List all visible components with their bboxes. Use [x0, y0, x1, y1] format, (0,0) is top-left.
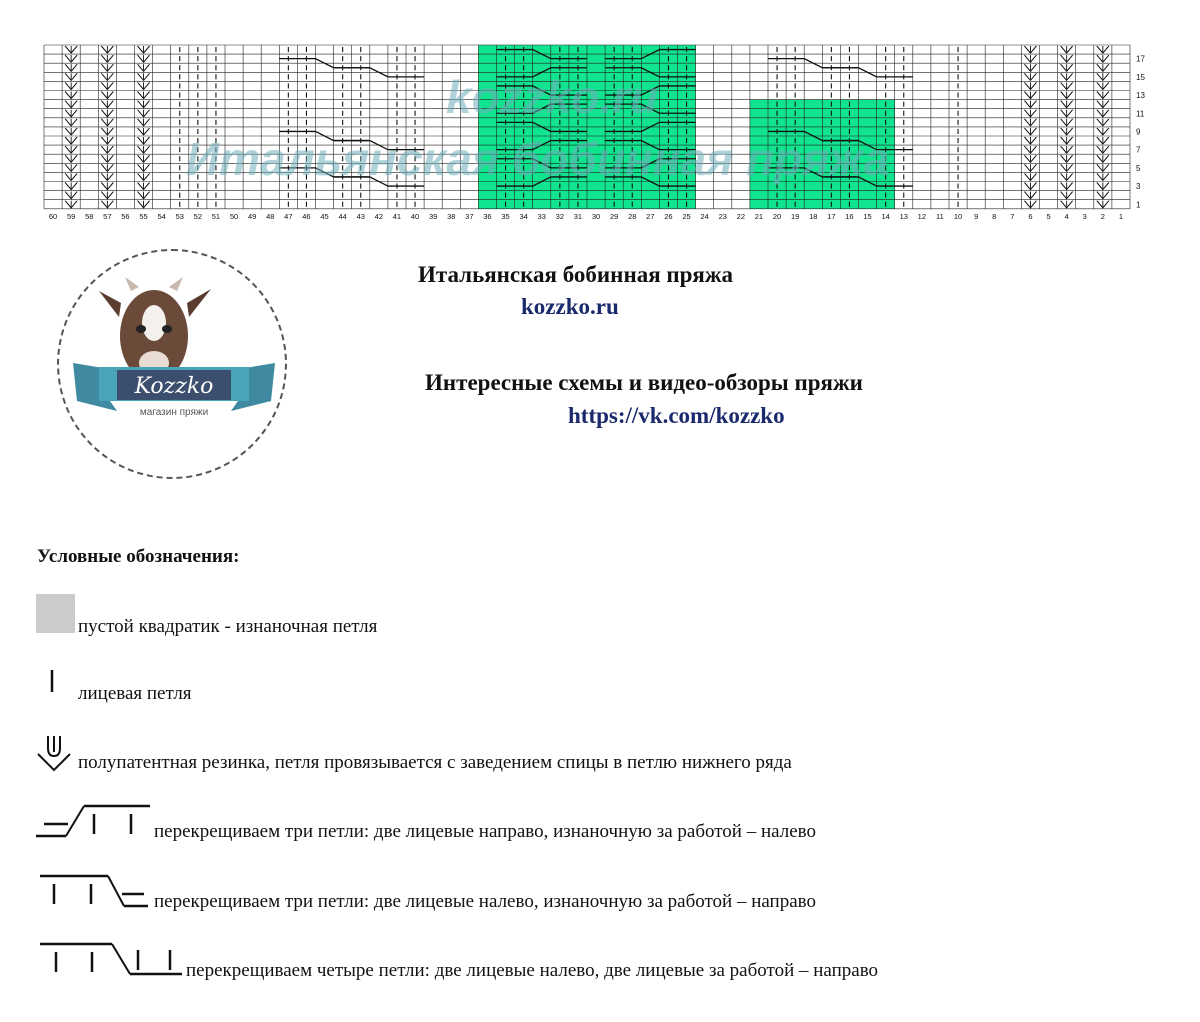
column-number: 32 — [555, 211, 565, 221]
column-number: 52 — [193, 211, 203, 221]
row-number: 15 — [1136, 72, 1145, 82]
column-number: 36 — [483, 211, 492, 221]
column-number: 33 — [537, 211, 546, 221]
column-number: 10 — [953, 211, 963, 221]
row-number: 9 — [1136, 127, 1141, 137]
column-number: 5 — [1046, 211, 1051, 221]
column-number: 41 — [392, 211, 402, 221]
column-number: 45 — [320, 211, 329, 221]
column-number: 14 — [881, 211, 890, 221]
knit-stitch-icon — [36, 668, 76, 698]
column-number: 58 — [85, 211, 94, 221]
column-number: 39 — [428, 211, 438, 221]
row-number: 13 — [1136, 91, 1145, 101]
column-number: 50 — [229, 211, 239, 221]
column-number: 22 — [736, 211, 746, 221]
legend-text: полупатентная резинка, петля провязывается с заведением спицы в петлю нижнего ряда — [78, 752, 792, 773]
column-number: 37 — [465, 211, 474, 221]
legend-text: перекрещиваем три петли: две лицевые налево, изнаночную за работой – направо — [154, 891, 816, 912]
cross-left-3-icon — [36, 872, 152, 912]
column-number: 8 — [992, 211, 997, 221]
column-number: 38 — [447, 211, 456, 221]
page-title: Итальянская бобинная пряжа — [418, 262, 734, 287]
column-number: 56 — [121, 211, 130, 221]
legend-title: Условные обозначения: — [37, 546, 240, 567]
legend-text: лицевая петля — [78, 683, 192, 704]
knitting-chart — [0, 0, 1200, 232]
row-number: 5 — [1136, 163, 1141, 173]
column-number: 60 — [48, 211, 58, 221]
column-number: 15 — [863, 211, 872, 221]
column-number: 3 — [1082, 211, 1087, 221]
column-number: 2 — [1100, 211, 1105, 221]
column-number: 12 — [917, 211, 927, 221]
column-number: 11 — [936, 211, 944, 221]
cross-4-icon — [36, 940, 186, 980]
column-number: 17 — [827, 211, 836, 221]
column-number: 9 — [974, 211, 979, 221]
column-number: 7 — [1010, 211, 1015, 221]
column-number: 28 — [628, 211, 637, 221]
column-number: 54 — [157, 211, 166, 221]
watermark-site: kozzko.ru — [446, 71, 659, 123]
logo-brand: Kozzko — [134, 374, 214, 399]
column-number: 47 — [284, 211, 293, 221]
watermark-title: Итальянская бобинная пряжа — [186, 133, 890, 185]
site-link[interactable]: kozzko.ru — [521, 294, 619, 319]
column-number: 51 — [211, 211, 221, 221]
row-number: 17 — [1136, 54, 1145, 64]
column-number: 27 — [646, 211, 655, 221]
row-number: 1 — [1136, 200, 1141, 210]
column-number: 18 — [809, 211, 818, 221]
column-number: 48 — [266, 211, 275, 221]
column-number: 55 — [139, 211, 148, 221]
column-number: 40 — [410, 211, 420, 221]
legend-text: пустой квадратик - изнаночная петля — [78, 616, 378, 637]
column-number: 34 — [519, 211, 528, 221]
column-number: 1 — [1118, 211, 1124, 221]
legend-text: перекрещиваем три петли: две лицевые направо, изнаночную за работой – налево — [154, 821, 816, 842]
column-number: 42 — [374, 211, 384, 221]
column-number: 25 — [682, 211, 691, 221]
column-number: 23 — [718, 211, 727, 221]
column-number: 44 — [338, 211, 347, 221]
column-number: 53 — [175, 211, 184, 221]
logo-tagline: магазин пряжи — [139, 407, 209, 418]
column-number: 13 — [899, 211, 908, 221]
row-number: 3 — [1136, 182, 1141, 192]
column-number: 29 — [609, 211, 619, 221]
half-fisherman-rib-icon — [36, 734, 80, 774]
column-number: 19 — [790, 211, 800, 221]
column-number: 46 — [302, 211, 311, 221]
legend-text: перекрещиваем четыре петли: две лицевые налево, две лицевые за работой – направо — [186, 960, 879, 981]
column-number: 35 — [501, 211, 510, 221]
subtitle: Интересные схемы и видео-обзоры пряжи — [425, 370, 863, 395]
column-number: 59 — [66, 211, 76, 221]
column-number: 43 — [356, 211, 365, 221]
row-number: 7 — [1136, 145, 1141, 155]
column-number: 57 — [103, 211, 112, 221]
cross-right-3-icon — [36, 802, 152, 842]
column-number: 49 — [247, 211, 257, 221]
column-number: 21 — [754, 211, 764, 221]
column-number: 31 — [573, 211, 583, 221]
column-number: 4 — [1064, 211, 1069, 221]
purl-square-icon — [36, 594, 78, 634]
column-number: 20 — [772, 211, 782, 221]
column-number: 26 — [664, 211, 673, 221]
column-number: 24 — [700, 211, 709, 221]
logo — [57, 249, 287, 479]
column-number: 16 — [845, 211, 854, 221]
row-number: 11 — [1136, 109, 1145, 119]
column-number: 6 — [1028, 211, 1033, 221]
column-number: 30 — [591, 211, 601, 221]
vk-link[interactable]: https://vk.com/kozzko — [568, 403, 785, 428]
